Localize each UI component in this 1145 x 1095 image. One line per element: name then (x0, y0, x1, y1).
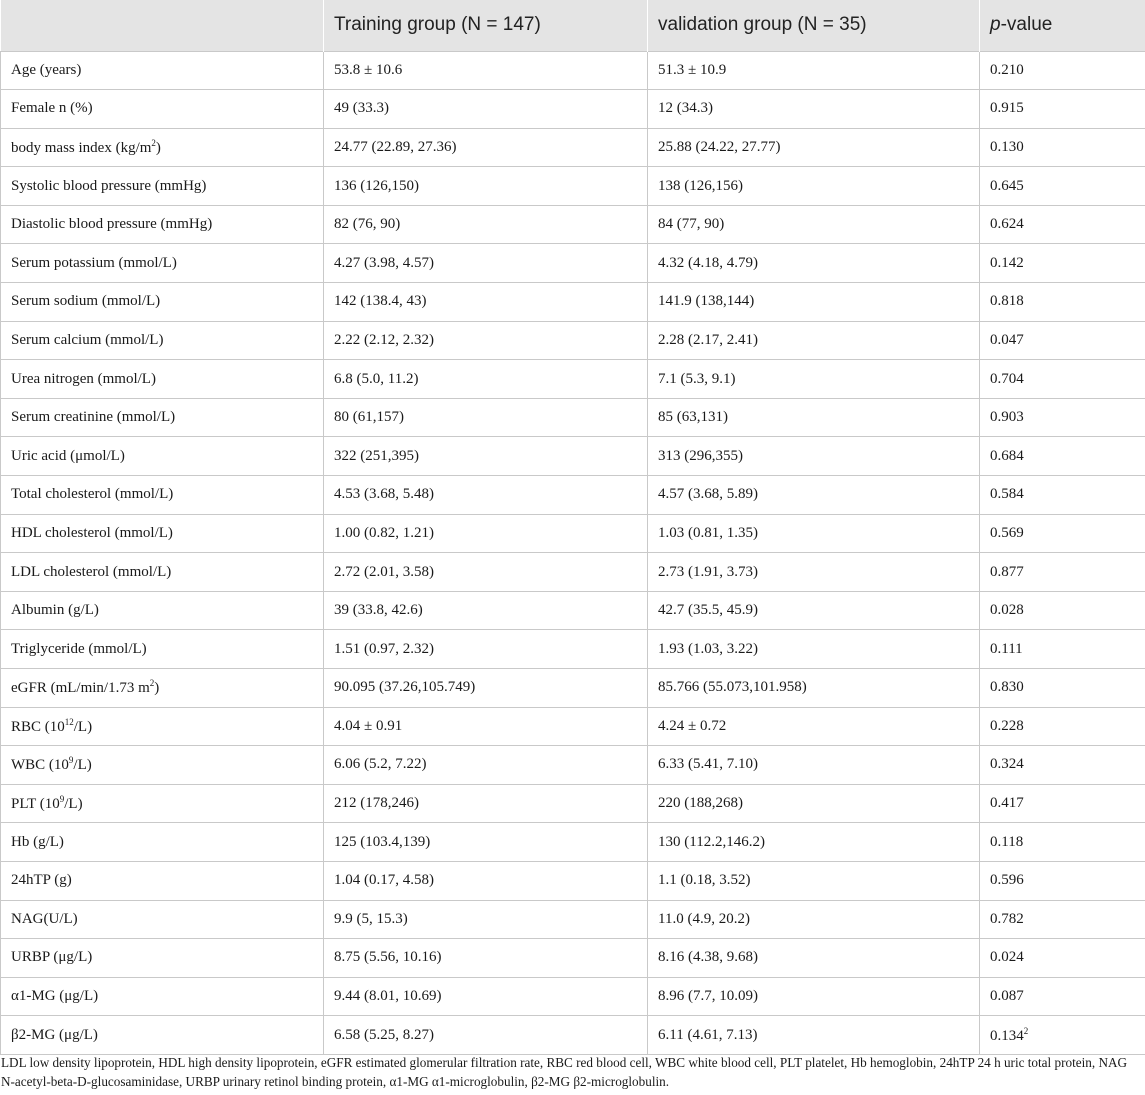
row-label-text: PLT (10 (11, 796, 60, 813)
row-label (1, 360, 324, 399)
row-label (1, 591, 324, 630)
validation-value: 11.0 (4.9, 20.2) (648, 900, 980, 939)
table-row (1, 283, 1145, 322)
row-label-text: NAG(U/L) (11, 910, 78, 927)
validation-value: 6.11 (4.61, 7.13) (648, 1016, 980, 1055)
p-value: 0.130 (990, 138, 1024, 155)
table-row (1, 591, 1145, 630)
validation-value: 313 (296,355) (648, 437, 980, 476)
row-label-text: Diastolic blood pressure (mmHg) (11, 216, 213, 233)
training-value: 9.9 (5, 15.3) (324, 900, 648, 939)
row-label-text: Urea nitrogen (mmol/L) (11, 370, 156, 387)
row-label (1, 977, 324, 1016)
validation-value: 4.24 ± 0.72 (648, 707, 980, 746)
p-value-cell (980, 823, 1145, 862)
validation-value: 51.3 ± 10.9 (648, 51, 980, 90)
p-value-cell (980, 977, 1145, 1016)
training-value: 8.75 (5.56, 10.16) (324, 939, 648, 978)
training-value: 6.06 (5.2, 7.22) (324, 746, 648, 785)
row-label-superscript: 9 (59, 794, 65, 805)
header-p-suffix: -value (1000, 14, 1053, 36)
table-row (1, 707, 1145, 746)
p-value-cell (980, 128, 1145, 167)
table-row (1, 939, 1145, 978)
table-row (1, 784, 1145, 823)
table-row (1, 669, 1145, 708)
table-row (1, 977, 1145, 1016)
training-value: 6.58 (5.25, 8.27) (324, 1016, 648, 1055)
header-p-letter: p (990, 14, 1001, 36)
p-value-cell (980, 591, 1145, 630)
table-row (1, 90, 1145, 129)
row-label-text: eGFR (mL/min/1.73 m (11, 680, 150, 697)
table-row (1, 128, 1145, 167)
training-value: 136 (126,150) (324, 167, 648, 206)
row-label-text: Female n (%) (11, 100, 93, 117)
row-label-text: β2-MG (μg/L) (11, 1026, 98, 1043)
row-label (1, 1016, 324, 1055)
row-label (1, 476, 324, 515)
validation-value: 12 (34.3) (648, 90, 980, 129)
row-label (1, 553, 324, 592)
row-label-text: URBP (μg/L) (11, 949, 93, 966)
p-value-superscript: 2 (1023, 1025, 1029, 1036)
row-label-suffix: ) (155, 139, 161, 156)
row-label (1, 90, 324, 129)
row-label-text: HDL cholesterol (mmol/L) (11, 524, 173, 541)
row-label (1, 746, 324, 785)
table-row (1, 437, 1145, 476)
table-row (1, 398, 1145, 437)
p-value-cell (980, 707, 1145, 746)
row-label-text: Triglyceride (mmol/L) (11, 640, 147, 657)
validation-value: 141.9 (138,144) (648, 283, 980, 322)
row-label-superscript: 9 (68, 755, 74, 766)
table-row (1, 514, 1145, 553)
validation-value: 85.766 (55.073,101.958) (648, 669, 980, 708)
training-value: 322 (251,395) (324, 437, 648, 476)
validation-value: 2.73 (1.91, 3.73) (648, 553, 980, 592)
row-label (1, 939, 324, 978)
validation-value: 1.03 (0.81, 1.35) (648, 514, 980, 553)
p-value-cell (980, 553, 1145, 592)
training-value: 4.04 ± 0.91 (324, 707, 648, 746)
row-label (1, 669, 324, 708)
training-value: 53.8 ± 10.6 (324, 51, 648, 90)
training-value: 80 (61,157) (324, 398, 648, 437)
table-footnote: LDL low density lipoprotein, HDL high density lipoprotein, eGFR estimated glomerular filtration rate, RBC red blood cell, WBC white blood cell, PLT platelet, Hb hemoglobin, 24hTP 24 h uric total protein, NAG N-acetyl-beta-D-glucosaminidase, URBP urinary retinol binding protein, α1-MG α1-microglobulin, β2-MG β2-microglobulin. (1, 1055, 1128, 1089)
p-value: 0.818 (990, 293, 1024, 310)
training-value: 9.44 (8.01, 10.69) (324, 977, 648, 1016)
training-value: 125 (103.4,139) (324, 823, 648, 862)
p-value-cell (980, 205, 1145, 244)
validation-value: 25.88 (24.22, 27.77) (648, 128, 980, 167)
table-header (1, 0, 1145, 51)
row-label (1, 321, 324, 360)
validation-value: 84 (77, 90) (648, 205, 980, 244)
header-variable (1, 0, 324, 51)
table-row (1, 900, 1145, 939)
row-label-text: Total cholesterol (mmol/L) (11, 486, 174, 503)
row-label-text: Albumin (g/L) (11, 602, 99, 619)
row-label-superscript: 2 (151, 137, 156, 148)
row-label (1, 398, 324, 437)
table-row (1, 244, 1145, 283)
training-value: 1.04 (0.17, 4.58) (324, 861, 648, 900)
row-label (1, 514, 324, 553)
p-value-cell (980, 476, 1145, 515)
p-value: 0.596 (990, 872, 1024, 889)
p-value-cell (980, 514, 1145, 553)
row-label-suffix: /L) (73, 718, 93, 735)
p-value-cell (980, 437, 1145, 476)
p-value: 0.118 (990, 833, 1024, 850)
row-label-text: α1-MG (μg/L) (11, 988, 99, 1005)
row-label-text: 24hTP (g) (11, 872, 72, 889)
p-value-cell (980, 746, 1145, 785)
row-label-suffix: ) (154, 680, 160, 697)
validation-value: 8.96 (7.7, 10.09) (648, 977, 980, 1016)
table-row (1, 476, 1145, 515)
p-value: 0.624 (990, 216, 1024, 233)
p-value-cell (980, 244, 1145, 283)
training-value: 212 (178,246) (324, 784, 648, 823)
validation-value: 85 (63,131) (648, 398, 980, 437)
table-row (1, 321, 1145, 360)
row-label (1, 205, 324, 244)
table-row (1, 1016, 1145, 1055)
row-label (1, 861, 324, 900)
p-value: 0.028 (990, 602, 1024, 619)
p-value: 0.142 (990, 254, 1024, 271)
p-value: 0.704 (990, 370, 1024, 387)
validation-value: 4.57 (3.68, 5.89) (648, 476, 980, 515)
row-label-text: Hb (g/L) (11, 833, 64, 850)
p-value-cell (980, 167, 1145, 206)
training-value: 6.8 (5.0, 11.2) (324, 360, 648, 399)
p-value-cell (980, 669, 1145, 708)
row-label (1, 167, 324, 206)
table-row (1, 630, 1145, 669)
p-value-cell (980, 939, 1145, 978)
row-label-text: Serum sodium (mmol/L) (11, 293, 161, 310)
row-label (1, 128, 324, 167)
p-value: 0.111 (990, 640, 1023, 657)
row-label-superscript: 2 (149, 678, 155, 689)
validation-value: 42.7 (35.5, 45.9) (648, 591, 980, 630)
validation-value: 220 (188,268) (648, 784, 980, 823)
p-value: 0.645 (990, 177, 1024, 194)
validation-value: 2.28 (2.17, 2.41) (648, 321, 980, 360)
row-label-text: WBC (10 (11, 757, 69, 774)
table-row (1, 823, 1145, 862)
training-value: 82 (76, 90) (324, 205, 648, 244)
p-value: 0.210 (990, 61, 1024, 78)
p-value: 0.782 (990, 910, 1024, 927)
p-value-cell (980, 51, 1145, 90)
p-value: 0.417 (990, 795, 1024, 812)
p-value: 0.569 (990, 524, 1024, 541)
p-value: 0.047 (990, 331, 1024, 348)
row-label (1, 244, 324, 283)
validation-value: 6.33 (5.41, 7.10) (648, 746, 980, 785)
row-label (1, 823, 324, 862)
p-value-cell (980, 1016, 1145, 1055)
row-label-text: Serum creatinine (mmol/L) (11, 409, 176, 426)
validation-value: 8.16 (4.38, 9.68) (648, 939, 980, 978)
p-value: 0.134 (990, 1027, 1024, 1044)
row-label-text: Serum calcium (mmol/L) (11, 331, 164, 348)
p-value-cell (980, 398, 1145, 437)
training-value: 90.095 (37.26,105.749) (324, 669, 648, 708)
validation-value: 1.93 (1.03, 3.22) (648, 630, 980, 669)
table-row (1, 746, 1145, 785)
training-value: 4.27 (3.98, 4.57) (324, 244, 648, 283)
row-label-text: Serum potassium (mmol/L) (11, 254, 177, 271)
header-p-value (980, 0, 1145, 51)
training-value: 2.72 (2.01, 3.58) (324, 553, 648, 592)
training-value: 2.22 (2.12, 2.32) (324, 321, 648, 360)
validation-value: 1.1 (0.18, 3.52) (648, 861, 980, 900)
table-row (1, 205, 1145, 244)
p-value: 0.228 (990, 717, 1024, 734)
p-value: 0.087 (990, 988, 1024, 1005)
training-value: 142 (138.4, 43) (324, 283, 648, 322)
validation-value: 138 (126,156) (648, 167, 980, 206)
validation-value: 4.32 (4.18, 4.79) (648, 244, 980, 283)
table-row (1, 51, 1145, 90)
p-value-cell (980, 784, 1145, 823)
p-value-cell (980, 900, 1145, 939)
validation-value: 130 (112.2,146.2) (648, 823, 980, 862)
row-label (1, 437, 324, 476)
training-value: 1.51 (0.97, 2.32) (324, 630, 648, 669)
p-value-cell (980, 861, 1145, 900)
row-label-text: Systolic blood pressure (mmHg) (11, 177, 207, 194)
row-label (1, 630, 324, 669)
row-label (1, 283, 324, 322)
header-training-group: Training group (N = 147) (324, 0, 648, 51)
training-value: 39 (33.8, 42.6) (324, 591, 648, 630)
p-value: 0.684 (990, 447, 1024, 464)
p-value: 0.584 (990, 486, 1024, 503)
p-value-cell (980, 630, 1145, 669)
training-value: 4.53 (3.68, 5.48) (324, 476, 648, 515)
row-label-superscript: 12 (64, 716, 74, 727)
row-label-text: LDL cholesterol (mmol/L) (11, 563, 172, 580)
table-row (1, 553, 1145, 592)
row-label-text: RBC (10 (11, 718, 65, 735)
p-value: 0.324 (990, 756, 1024, 773)
row-label (1, 900, 324, 939)
p-value: 0.903 (990, 409, 1024, 426)
table-row (1, 360, 1145, 399)
p-value-cell (980, 283, 1145, 322)
header-row (1, 0, 1145, 51)
p-value: 0.915 (990, 100, 1024, 117)
row-label-text: Age (years) (11, 61, 82, 78)
validation-value: 7.1 (5.3, 9.1) (648, 360, 980, 399)
p-value-cell (980, 321, 1145, 360)
table-row (1, 861, 1145, 900)
row-label (1, 707, 324, 746)
training-value: 1.00 (0.82, 1.21) (324, 514, 648, 553)
training-value: 24.77 (22.89, 27.36) (324, 128, 648, 167)
row-label (1, 784, 324, 823)
training-value: 49 (33.3) (324, 90, 648, 129)
table-body (1, 51, 1145, 1054)
header-validation-group: validation group (N = 35) (648, 0, 980, 51)
row-label-suffix: /L) (73, 757, 92, 774)
p-value: 0.830 (990, 679, 1024, 696)
row-label-text: Uric acid (μmol/L) (11, 447, 125, 464)
row-label (1, 51, 324, 90)
p-value: 0.877 (990, 563, 1024, 580)
p-value-cell (980, 90, 1145, 129)
p-value: 0.024 (990, 949, 1024, 966)
table-row (1, 167, 1145, 206)
p-value-cell (980, 360, 1145, 399)
row-label-text: body mass index (kg/m (11, 139, 152, 156)
row-label-suffix: /L) (64, 796, 83, 813)
